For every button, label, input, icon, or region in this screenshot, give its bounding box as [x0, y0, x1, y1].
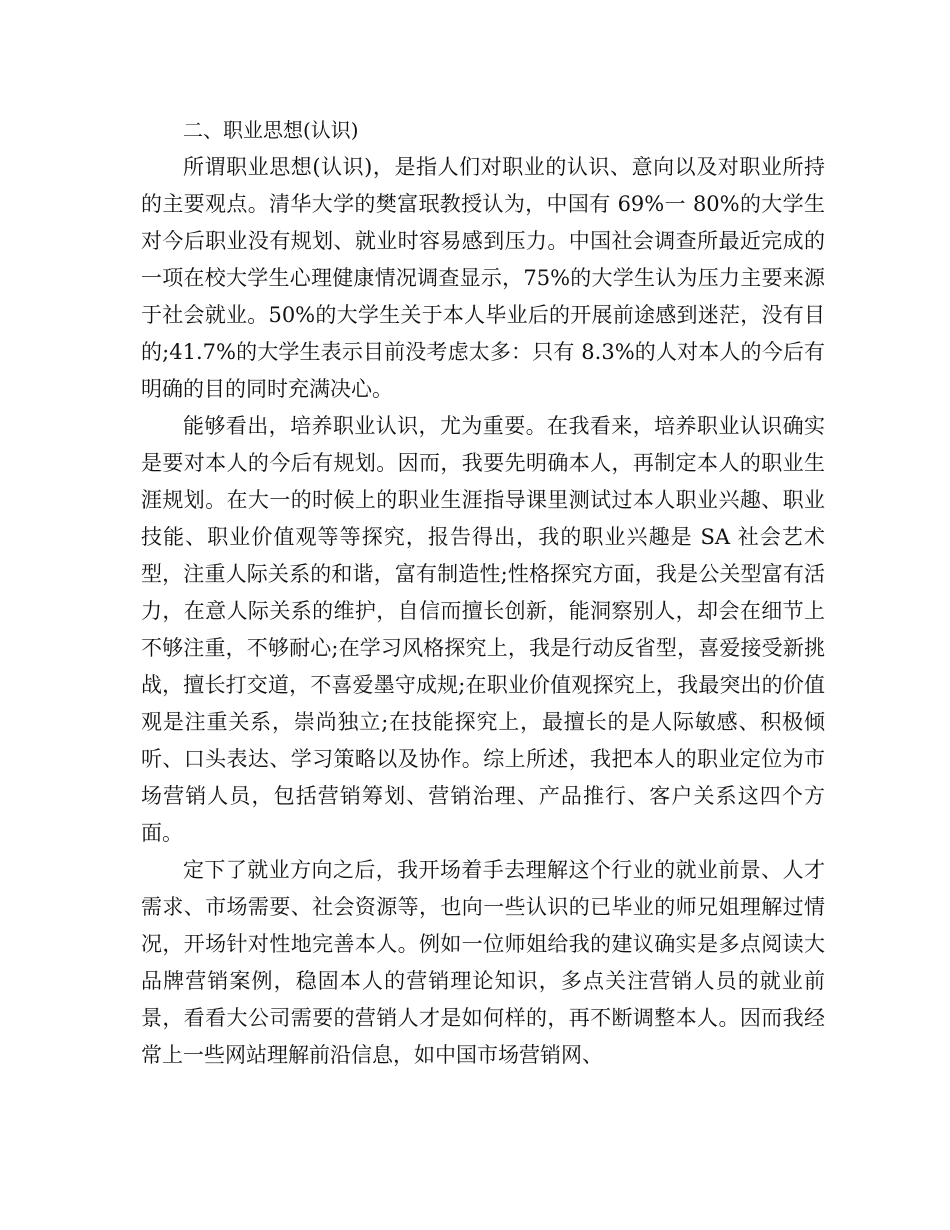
- paragraph-career-thought: 所谓职业思想(认识)，是指人们对职业的认识、意向以及对职业所持的主要观点。清华大学的樊富珉教授认为，中国有 69%一 80%的大学生对今后职业没有规划、就业时容易感到压力。中国社会调查所最近完成的一项在校大学生心理健康情况调查显示，75%的大学生认为压力主要来源于社会就业。50%的大学生关于本人毕业后的开展前途感到迷茫，没有目的;41.7%的大学生表示目前没考虑太多：只有 8.3%的人对本人的今后有明确的目的同时充满决心。: [141, 155, 825, 401]
- paragraph-employment-direction: 定下了就业方向之后，我开场着手去理解这个行业的就业前景、人才需求、市场需要、社会资源等，也向一些认识的已毕业的师兄姐理解过情况，开场针对性地完善本人。例如一位师姐给我的建议确实是多点阅读大品牌营销案例，稳固本人的营销理论知识，多点关注营销人员的就业前景，看看大公司需要的营销人才是如何样的，再不断调整本人。因而我经常上一些网站理解前沿信息，如中国市场营销网、: [141, 858, 825, 1067]
- paragraph-career-awareness: 能够看出，培养职业认识，尤为重要。在我看来，培养职业认识确实是要对本人的今后有规划。因而，我要先明确本人，再制定本人的职业生涯规划。在大一的时候上的职业生涯指导课里测试过本人职业兴趣、职业技能、职业价值观等等探究，报告得出，我的职业兴趣是 SA 社会艺术型，注重人际关系的和谐，富有制造性;性格探究方面，我是公关型富有活力，在意人际关系的维护，自信而擅长创新，能洞察别人，却会在细节上不够注重，不够耐心;在学习风格探究上，我是行动反省型，喜爱接受新挑战，擅长打交道，不喜爱墨守成规;在职业价值观探究上，我最突出的价值观是注重关系，崇尚独立;在技能探究上，最擅长的是人际敏感、积极倾听、口头表达、学习策略以及协作。综上所述，我把本人的职业定位为市场营销人员，包括营销筹划、营销治理、产品推行、客户关系这四个方面。: [141, 414, 825, 845]
- document-body: [141, 112, 825, 1074]
- section-heading: 二、职业思想(认识): [183, 118, 359, 142]
